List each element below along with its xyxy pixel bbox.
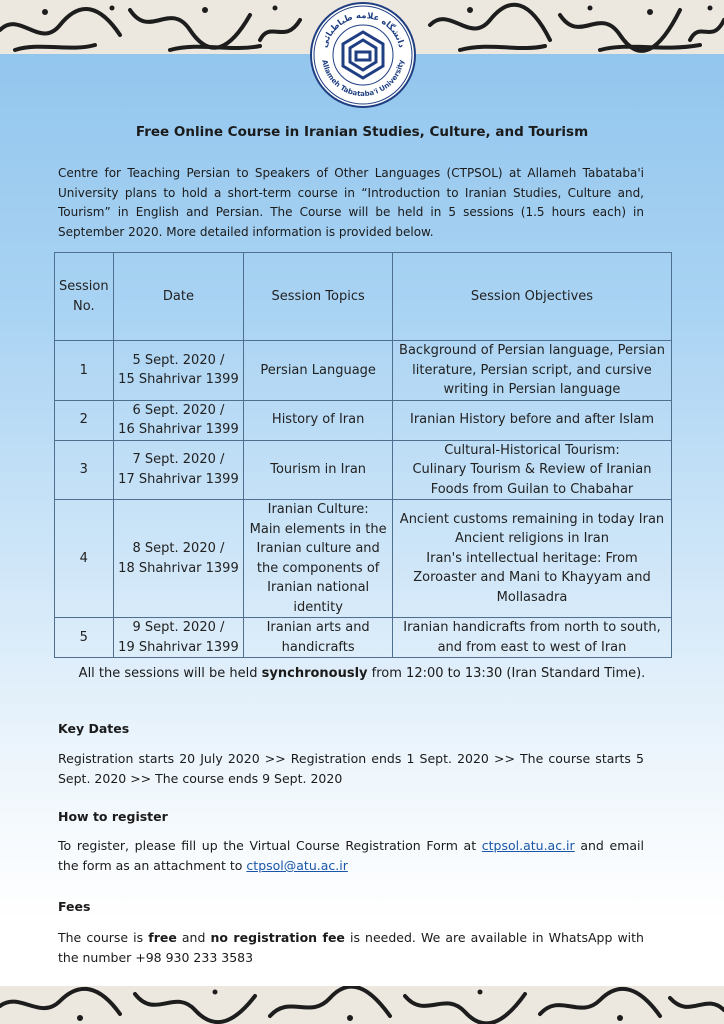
table-row — [55, 440, 672, 500]
fees-text-mid: and — [176, 930, 211, 945]
session-topic-cell: Iranian arts and handicrafts — [244, 618, 393, 658]
session-no-cell: 2 — [55, 400, 114, 440]
key-dates-heading: Key Dates — [58, 721, 130, 736]
calligraphy-pattern-bottom — [0, 986, 724, 1024]
session-topic-cell: History of Iran — [244, 400, 393, 440]
session-topic-cell: Iranian Culture: Main elements in the Iranian culture and the components of Iranian national identity — [244, 500, 393, 618]
fees-text-post: is needed. We are available in WhatsApp with the number +98 930 233 3583 — [58, 930, 644, 965]
sync-note-bold: synchronously — [261, 666, 368, 681]
fees-text — [58, 928, 644, 968]
intro-paragraph: Centre for Teaching Persian to Speakers of Other Languages (CTPSOL) at Allameh Tabataba'i University plans to hold a short-term course in “Introduction to Iranian Studies, Culture and, Tourism” in English and Persian. The Course will be held in 5 sessions (1.5 hours each) in September 2020. More detailed information is provided below. — [58, 166, 644, 239]
fees-text-pre: The course is — [58, 930, 149, 945]
sync-note-post: from 12:00 to 13:30 (Iran Standard Time). — [367, 666, 646, 681]
header-session-topics: Session Topics — [244, 253, 393, 341]
session-date-cell: 8 Sept. 2020 / 18 Shahrivar 1399 — [113, 500, 244, 618]
fees-bold-free: free — [148, 930, 177, 945]
table-row — [55, 618, 672, 658]
session-objective-cell: Background of Persian language, Persian literature, Persian script, and cursive writing in Persian language — [392, 341, 671, 401]
fees-bold-no-fee: no registration fee — [210, 930, 345, 945]
session-no-cell: 3 — [55, 440, 114, 500]
session-objective-cell: Iranian handicrafts from north to south, and from east to west of Iran — [392, 618, 671, 658]
session-objective-cell: Cultural-Historical Tourism: Culinary Tourism & Review of Iranian Foods from Guilan to Chabahar — [392, 440, 671, 500]
how-to-register-text — [58, 836, 644, 876]
table-row — [55, 400, 672, 440]
table-row — [55, 341, 672, 401]
sessions-table — [54, 252, 672, 658]
register-text-mid: and email the form as an attachment to — [58, 838, 645, 873]
session-date-cell: 9 Sept. 2020 / 19 Shahrivar 1399 — [113, 618, 244, 658]
fees-heading: Fees — [58, 899, 91, 914]
session-topic-cell: Persian Language — [244, 341, 393, 401]
session-objective-cell: Iranian History before and after Islam — [392, 400, 671, 440]
sync-note-pre: All the sessions will be held — [78, 666, 262, 681]
header-session-no: Session No. — [55, 253, 114, 341]
calligraphy-band-bottom — [0, 986, 724, 1024]
seal-top-text: دانشگاه علامه طباطبائی — [319, 10, 407, 49]
header-session-objectives: Session Objectives — [392, 253, 671, 341]
page-title: Free Online Course in Iranian Studies, Culture, and Tourism — [135, 124, 589, 140]
session-no-cell: 1 — [55, 341, 114, 401]
session-objective-cell: Ancient customs remaining in today Iran Ancient religions in Iran Iran's intellectual heritage: From Zoroaster and Mani to Khayyam and Mollasadra — [392, 500, 671, 618]
register-text-pre: To register, please fill up the Virtual Course Registration Form at — [58, 838, 482, 853]
key-dates-text: Registration starts 20 July 2020 >> Registration ends 1 Sept. 2020 >> The course starts 5 Sept. 2020 >> The course ends 9 Sept. 2020 — [58, 751, 644, 786]
sync-note — [0, 666, 724, 681]
session-date-cell: 6 Sept. 2020 / 16 Shahrivar 1399 — [113, 400, 244, 440]
registration-form-link[interactable]: ctpsol.atu.ac.ir — [481, 838, 575, 853]
contact-email-link[interactable]: ctpsol@atu.ac.ir — [246, 858, 348, 873]
session-topic-cell: Tourism in Iran — [244, 440, 393, 500]
header-date: Date — [113, 253, 244, 341]
seal-bottom-text: Allameh Tabataba'i University — [320, 59, 406, 99]
how-to-register-heading: How to register — [58, 809, 168, 824]
table-header-row — [55, 253, 672, 341]
session-date-cell: 5 Sept. 2020 / 15 Shahrivar 1399 — [113, 341, 244, 401]
session-date-cell: 7 Sept. 2020 / 17 Shahrivar 1399 — [113, 440, 244, 500]
session-no-cell: 4 — [55, 500, 114, 618]
table-row — [55, 500, 672, 618]
session-no-cell: 5 — [55, 618, 114, 658]
university-seal-logo — [308, 2, 418, 108]
